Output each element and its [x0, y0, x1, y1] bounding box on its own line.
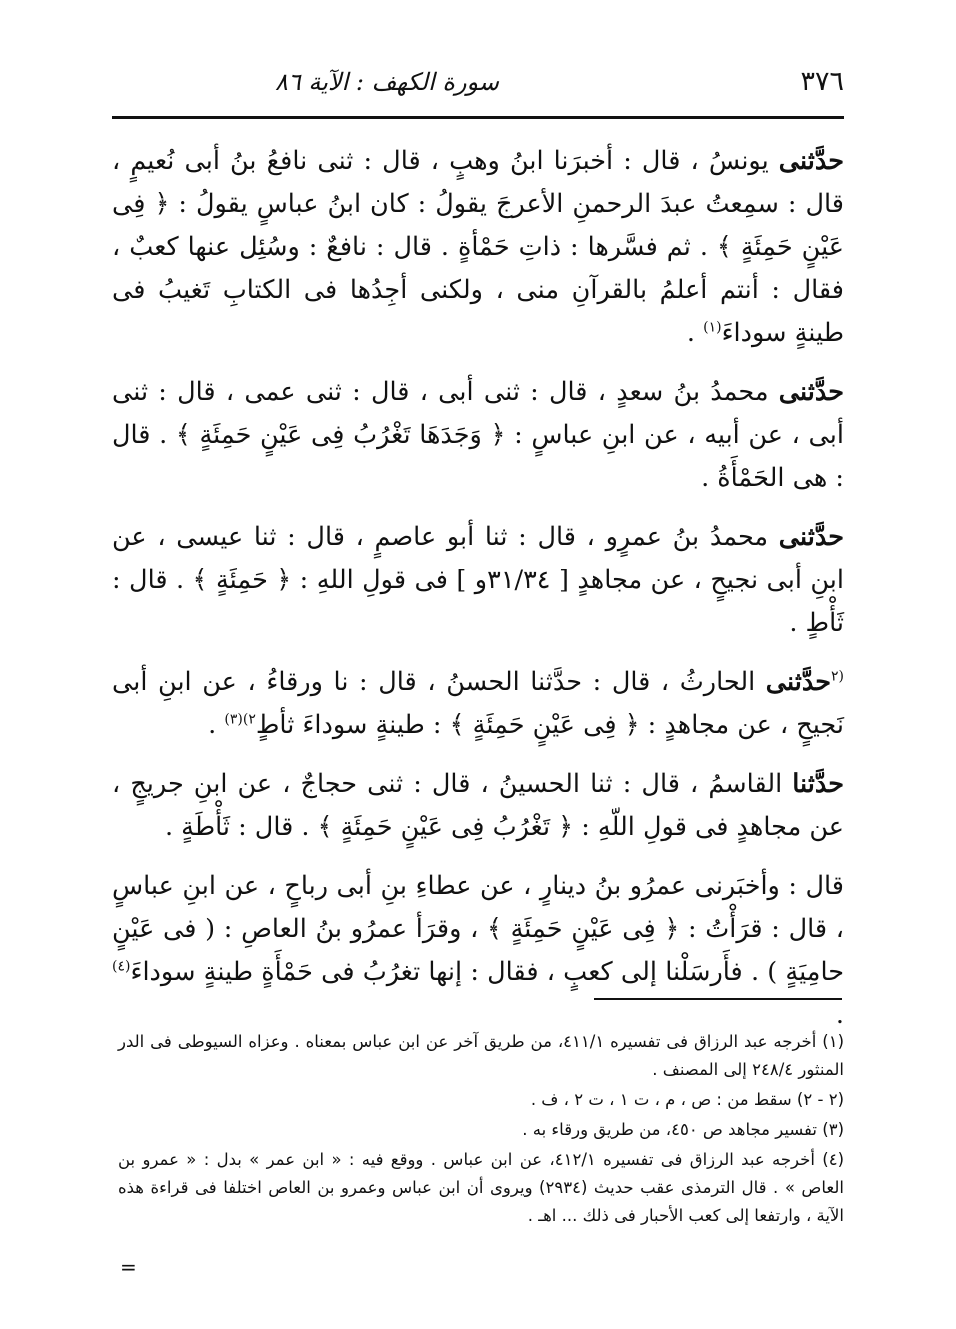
header-rule	[112, 116, 844, 119]
paragraph-lead: حدَّثنى	[765, 667, 831, 697]
paragraph-tail: .	[686, 318, 704, 348]
paragraph-lead: حدَّثنى	[778, 146, 844, 176]
paragraph-lead: حدَّثنى	[778, 522, 844, 552]
paragraph-lead: حدَّثنى	[778, 377, 844, 407]
paragraph-text: يونسُ ، قال : أخبرَنا ابنُ وهبٍ ، قال : ثنى نافعُ بنُ أبى نُعيمٍ ، قال : سمِعتُ عبدَ الرحمنِ الأعرجَ يقولُ : كان ابنُ عباسٍ يقولُ : ﴿ فِى عَيْنٍ حَمِئَةٍ ﴾ . ثم فسَّرها : ذاتِ حَمْأةٍ . قال : نافعٌ : وسُئِل عنها كعبٌ ، فقال : أنتم أعلمُ بالقرآنِ منى ، ولكنى أجِدُها فى الكتابِ تَغيبُ فى طينةٍ سوداءَ	[112, 146, 844, 348]
paragraph-text: الحارثُ ، قال : حدَّثنا الحسنُ ، قال : نا ورقاءُ ، عن ابنِ أبى نَجيحٍ ، عن مجاهدٍ : ﴿ فِى عَيْنٍ حَمِئَةٍ ﴾ : طينةٍ سوداءَ ثأطٍ	[112, 667, 844, 740]
footnotes	[118, 1028, 844, 1232]
page-number: ٣٧٦	[800, 66, 844, 97]
paragraph-tail: .	[208, 710, 225, 740]
footnote-3: (٣) تفسير مجاهد ص ٤٥٠، من طريق ورقاء به .	[522, 1120, 844, 1139]
paragraph-3	[112, 516, 844, 645]
paragraph-5	[112, 763, 844, 849]
paragraph-2	[112, 371, 844, 500]
footnote-ref: (٤)	[112, 958, 131, 975]
footnote-1: (١) أخرجه عبد الرزاق فى تفسيره ٤١١/١، من طريق آخر عن ابن عباس بمعناه . وعزاه السيوطى فى الدر المنثور ٢٤٨/٤ إلى المصنف .	[118, 1032, 844, 1079]
paragraph-4	[112, 661, 844, 747]
footnote-ref-open: (٢	[831, 668, 844, 685]
paragraph-1	[112, 140, 844, 355]
footnote-ref: ٢)(٣)	[224, 711, 256, 728]
page-header	[112, 62, 844, 102]
paragraph-lead: حدَّثنا	[792, 769, 844, 799]
paragraph-tail: .	[835, 1000, 844, 1030]
paragraph-text: القاسمُ ، قال : ثنا الحسينُ ، قال : ثنى حجاجٌ ، عن ابنِ جريجٍ ، عن مجاهدٍ فى قولِ اللّهِ : ﴿ تَغْرُبُ فِى عَيْنٍ حَمِئَةٍ ﴾ . قال : ثَأْطَةٍ .	[112, 769, 844, 842]
paragraph-6	[112, 865, 844, 1037]
paragraph-text: محمدُ بنُ سعدٍ ، قال : ثنى أبى ، قال : ثنى عمى ، قال : ثنى أبى ، عن أبيه ، عن ابنِ عباسٍ : ﴿ وَجَدَهَا تَغْرُبُ فِى عَيْنٍ حَمِئَةٍ ﴾ . قال : هى الحَمْأَةُ .	[112, 377, 844, 493]
continuation-mark: =	[120, 1255, 137, 1279]
paragraph-text: محمدُ بنُ عمرٍو ، قال : ثنا أبو عاصمٍ ، قال : ثنا عيسى ، عن ابنِ أبى نجيحٍ ، عن مجاهدٍ [ ٣١/٣٤و ] فى قولِ اللهِ : ﴿ حَمِئَةٍ ﴾ . قال : ثَأْطٍ .	[112, 522, 844, 638]
running-title: سورة الكهف : الآية ٨٦	[274, 68, 500, 96]
footnote-2: (٢ - ٢) سقط من : ص ، م ، ت ١ ، ت ٢ ، ف .	[530, 1090, 844, 1109]
footnote-4: (٤) أخرجه عبد الرزاق فى تفسيره ٤١٢/١، عن ابن عباس . ووقع فيه : « ابن عمر » بدل : « عمرو بن العاص » . قال الترمذى عقب حديث (٢٩٣٤) ويروى أن ابن عباس وعمرو بن العاص اختلفا فى قراءة هذه الآية ، وارتفعا إلى كعب الأحبار فى ذلك ... اهـ .	[118, 1150, 844, 1225]
main-text	[112, 140, 844, 1053]
paragraph-text: قال : وأخبَرنى عمرُو بنُ دينارٍ ، عن عطاءِ بنِ أبى رباحٍ ، عن ابنِ عباسٍ ، قال : قرَأْتُ : ﴿ فِى عَيْنٍ حَمِئَةٍ ﴾ ، وقرَأ عمرُو بنُ العاصِ : ( فى عَيْنٍ حامِيَةٍ ) . فأَرسَلْنا إلى كعبٍ ، فقال : إنها تغرُبُ فى حَمْأَةٍ طينةٍ سوداءَ	[112, 871, 844, 987]
footnote-ref: (١)	[703, 319, 722, 336]
